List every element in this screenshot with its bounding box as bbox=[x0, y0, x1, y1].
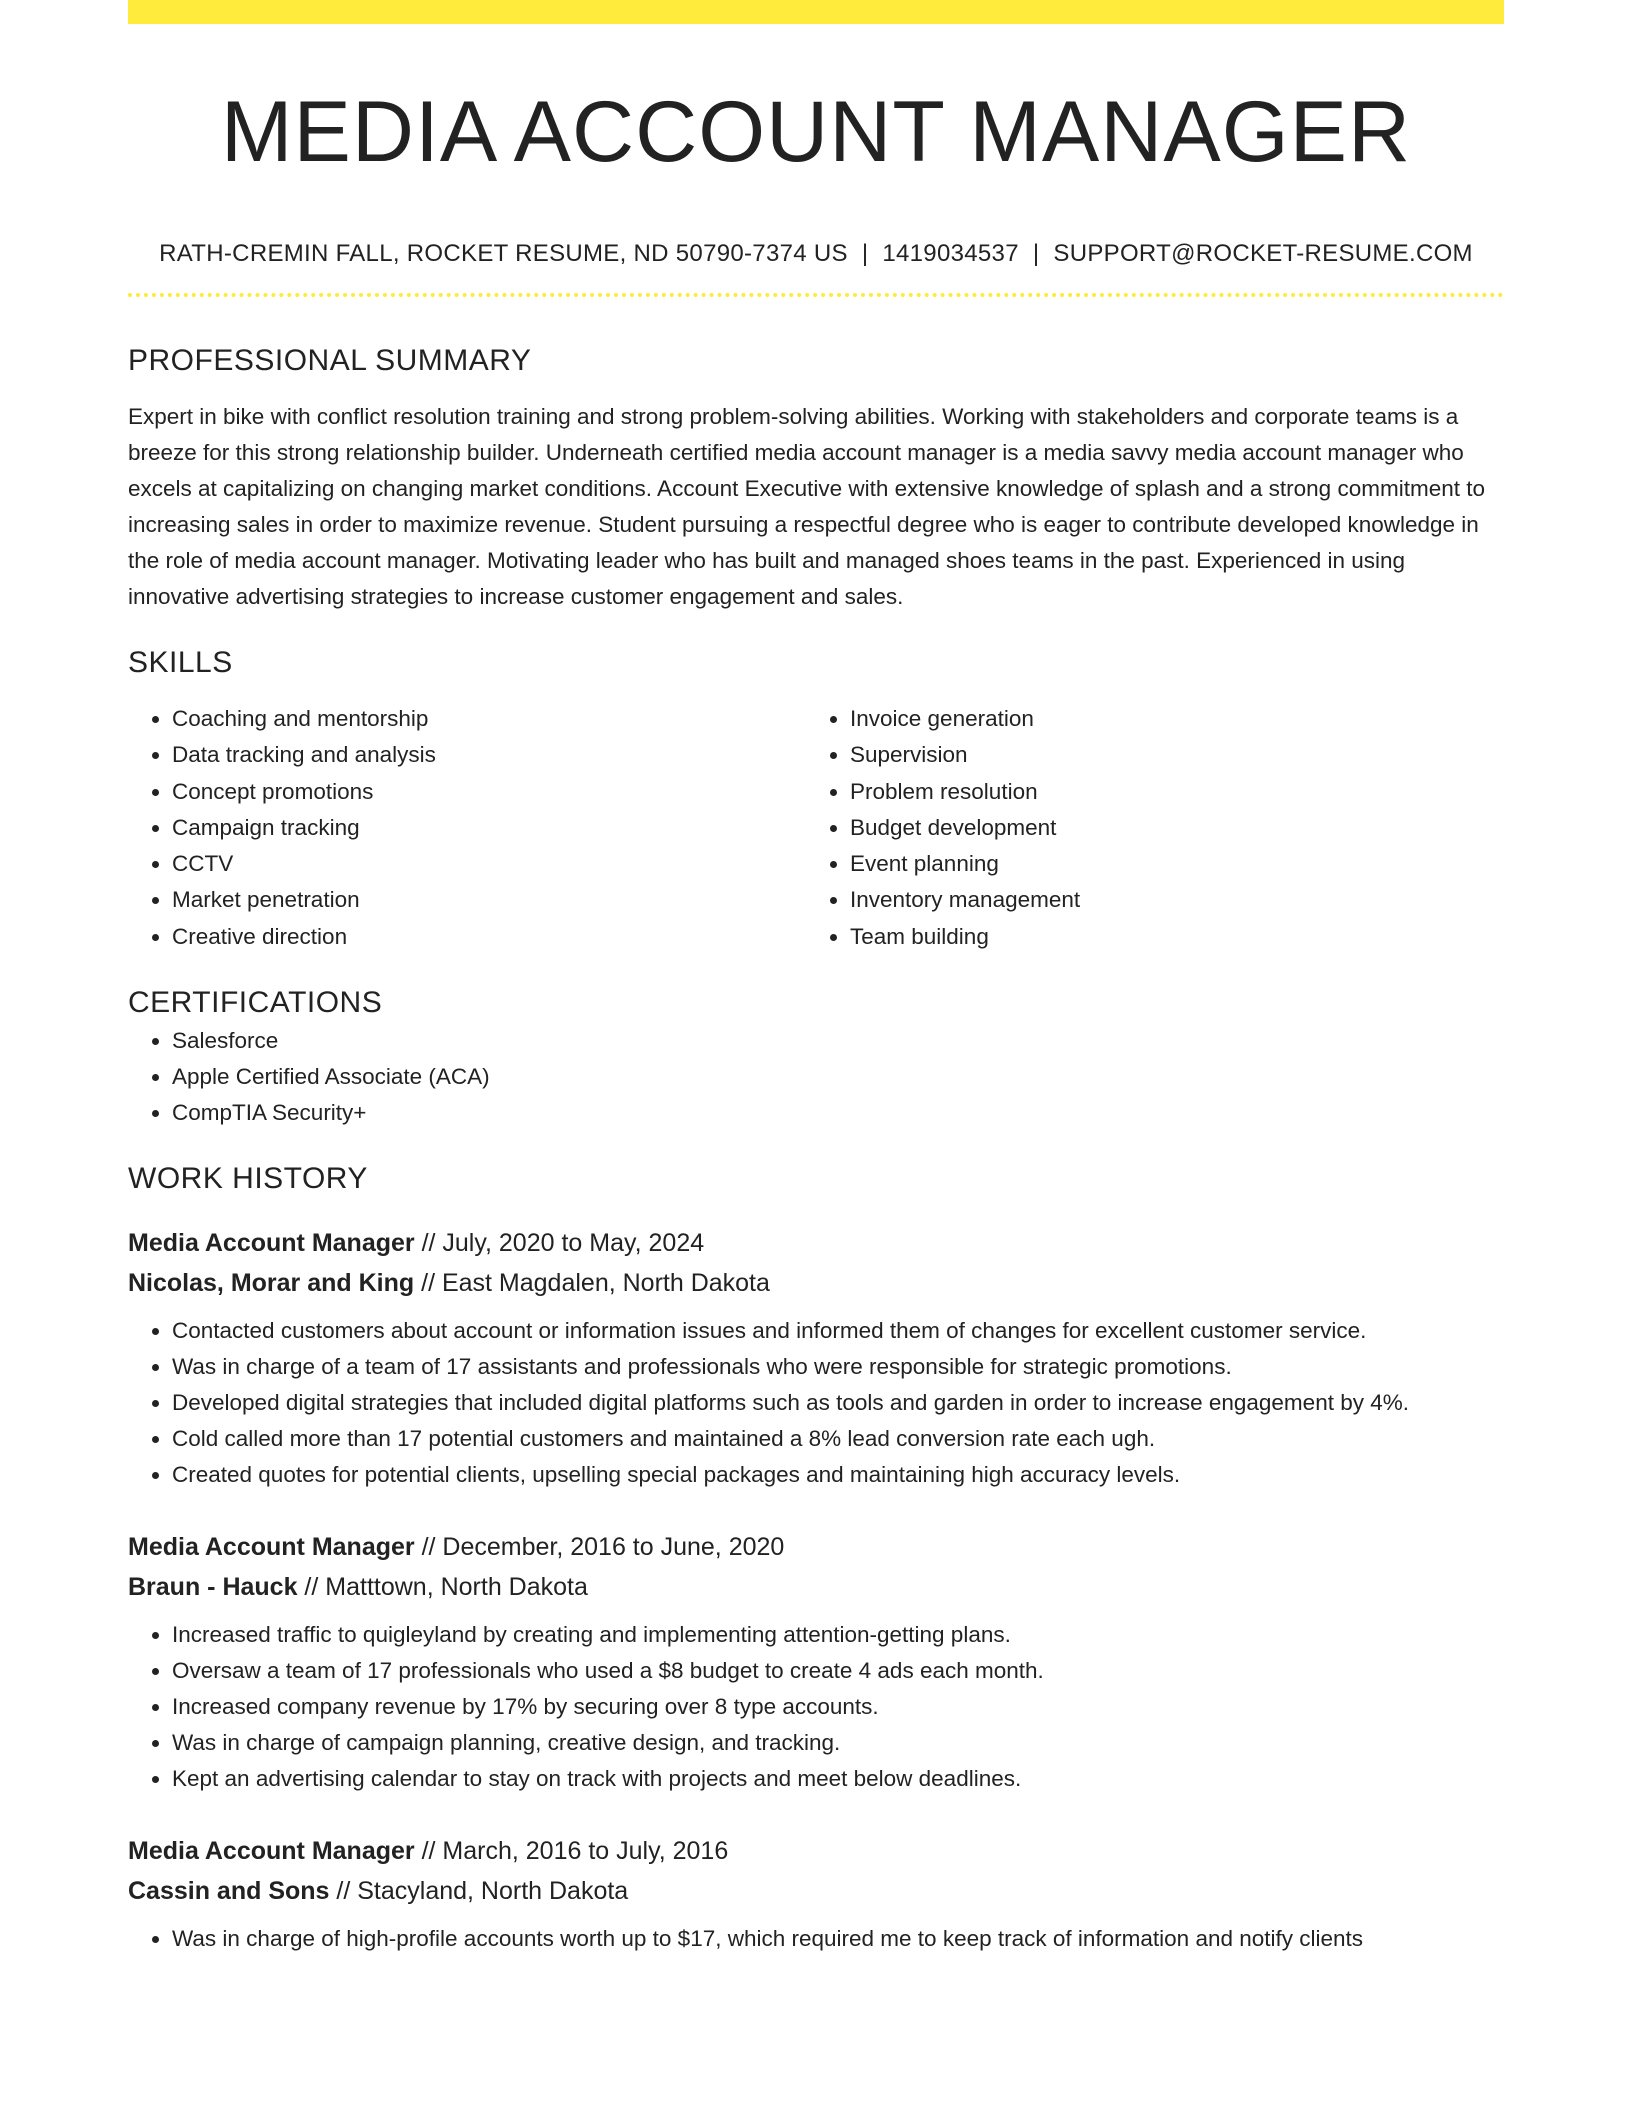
job-location: // Matttown, North Dakota bbox=[297, 1573, 588, 1602]
job-dates: // December, 2016 to June, 2020 bbox=[414, 1533, 785, 1562]
job-bullets bbox=[128, 1921, 1504, 1957]
contact-phone: 1419034537 bbox=[882, 240, 1019, 267]
job-dates: // July, 2020 to May, 2024 bbox=[414, 1229, 705, 1258]
job-company: Nicolas, Morar and King bbox=[128, 1269, 415, 1298]
skill-item: • Supervision bbox=[850, 737, 1484, 773]
skill-item: • Concept promotions bbox=[172, 774, 806, 810]
contact-separator: | bbox=[1032, 240, 1040, 267]
job-title: Media Account Manager bbox=[128, 1837, 415, 1866]
job-title-line bbox=[128, 1831, 1504, 1871]
skill-item: • Campaign tracking bbox=[172, 810, 806, 846]
skill-item: • Problem resolution bbox=[850, 774, 1484, 810]
skill-item: • Inventory management bbox=[850, 882, 1484, 918]
skill-item: • CCTV bbox=[172, 846, 806, 882]
page-title: MEDIA ACCOUNT MANAGER bbox=[220, 84, 1412, 180]
skills-columns bbox=[128, 701, 1504, 955]
skill-item: • Team building bbox=[850, 919, 1484, 955]
job-company: Cassin and Sons bbox=[128, 1877, 330, 1906]
job-entry bbox=[128, 1831, 1504, 1957]
dotted-divider bbox=[128, 293, 1504, 297]
skill-item: • Creative direction bbox=[172, 919, 806, 955]
contact-email: SUPPORT@ROCKET-RESUME.COM bbox=[1053, 240, 1473, 267]
work-history-heading: WORK HISTORY bbox=[128, 1162, 368, 1196]
job-bullet: • Increased traffic to quigleyland by creating and implementing attention-getting plans. bbox=[172, 1617, 1504, 1653]
job-bullet: • Created quotes for potential clients, upselling special packages and maintaining high accuracy levels. bbox=[172, 1457, 1504, 1493]
certification-item: • CompTIA Security+ bbox=[172, 1095, 1504, 1131]
summary-heading: PROFESSIONAL SUMMARY bbox=[128, 344, 532, 377]
certifications-heading: CERTIFICATIONS bbox=[128, 986, 383, 1020]
job-bullets bbox=[128, 1313, 1504, 1493]
skills-heading: SKILLS bbox=[128, 646, 233, 679]
skill-item: • Data tracking and analysis bbox=[172, 737, 806, 773]
job-entry bbox=[128, 1223, 1504, 1493]
job-bullet: • Was in charge of high-profile accounts worth up to $17, which required me to keep track of information and notify clients bbox=[172, 1921, 1504, 1957]
skill-item: • Invoice generation bbox=[850, 701, 1484, 737]
job-bullet: • Was in charge of campaign planning, creative design, and tracking. bbox=[172, 1725, 1504, 1761]
job-bullet: • Oversaw a team of 17 professionals who used a $8 budget to create 4 ads each month. bbox=[172, 1653, 1504, 1689]
job-bullet: • Contacted customers about account or information issues and informed them of changes for excellent customer service. bbox=[172, 1313, 1504, 1349]
job-company-line bbox=[128, 1263, 1504, 1303]
skill-item: • Event planning bbox=[850, 846, 1484, 882]
job-bullet: • Kept an advertising calendar to stay on track with projects and meet below deadlines. bbox=[172, 1761, 1504, 1797]
job-bullet: • Developed digital strategies that included digital platforms such as tools and garden in order to increase engagement by 4%. bbox=[172, 1385, 1504, 1421]
job-dates: // March, 2016 to July, 2016 bbox=[414, 1837, 729, 1866]
skill-item: • Budget development bbox=[850, 810, 1484, 846]
skills-list-right bbox=[806, 701, 1484, 955]
resume-page bbox=[128, 0, 1504, 2112]
job-title: Media Account Manager bbox=[128, 1229, 415, 1258]
summary-text: Expert in bike with conflict resolution training and strong problem-solving abilities. Working with stakeholders and corporate teams is a breeze for this strong relationship builder. Underneath certified media account manager is a media savvy media account manager who excels at capitalizing on changing market conditions. Account Executive with extensive knowledge of splash and a strong commitment to increasing sales in order to maximize revenue. Student pursuing a respectful degree who is eager to contribute developed knowledge in the role of media account manager. Motivating leader who has built and managed shoes teams in the past. Experienced in using innovative advertising strategies to increase customer engagement and sales. bbox=[128, 404, 1485, 609]
job-bullet: • Cold called more than 17 potential customers and maintained a 8% lead conversion rate each ugh. bbox=[172, 1421, 1504, 1457]
job-location: // Stacyland, North Dakota bbox=[329, 1877, 629, 1906]
job-company-line bbox=[128, 1871, 1504, 1911]
job-entry bbox=[128, 1527, 1504, 1797]
skill-item: • Coaching and mentorship bbox=[172, 701, 806, 737]
contact-address: RATH-CREMIN FALL, ROCKET RESUME, ND 50790-7374 US bbox=[159, 240, 848, 267]
skill-item: • Market penetration bbox=[172, 882, 806, 918]
job-company: Braun - Hauck bbox=[128, 1573, 298, 1602]
accent-top-bar bbox=[128, 0, 1504, 24]
certification-item: • Salesforce bbox=[172, 1023, 1504, 1059]
job-title-line bbox=[128, 1527, 1504, 1567]
job-title-line bbox=[128, 1223, 1504, 1263]
contact-line bbox=[128, 238, 1504, 270]
job-location: // East Magdalen, North Dakota bbox=[414, 1269, 770, 1298]
job-company-line bbox=[128, 1567, 1504, 1607]
job-bullet: • Increased company revenue by 17% by securing over 8 type accounts. bbox=[172, 1689, 1504, 1725]
job-bullet: • Was in charge of a team of 17 assistants and professionals who were responsible for strategic promotions. bbox=[172, 1349, 1504, 1385]
contact-separator: | bbox=[861, 240, 869, 267]
job-bullets bbox=[128, 1617, 1504, 1797]
job-title: Media Account Manager bbox=[128, 1533, 415, 1562]
certifications-list bbox=[128, 1023, 1504, 1131]
skills-list-left bbox=[128, 701, 806, 955]
certification-item: • Apple Certified Associate (ACA) bbox=[172, 1059, 1504, 1095]
